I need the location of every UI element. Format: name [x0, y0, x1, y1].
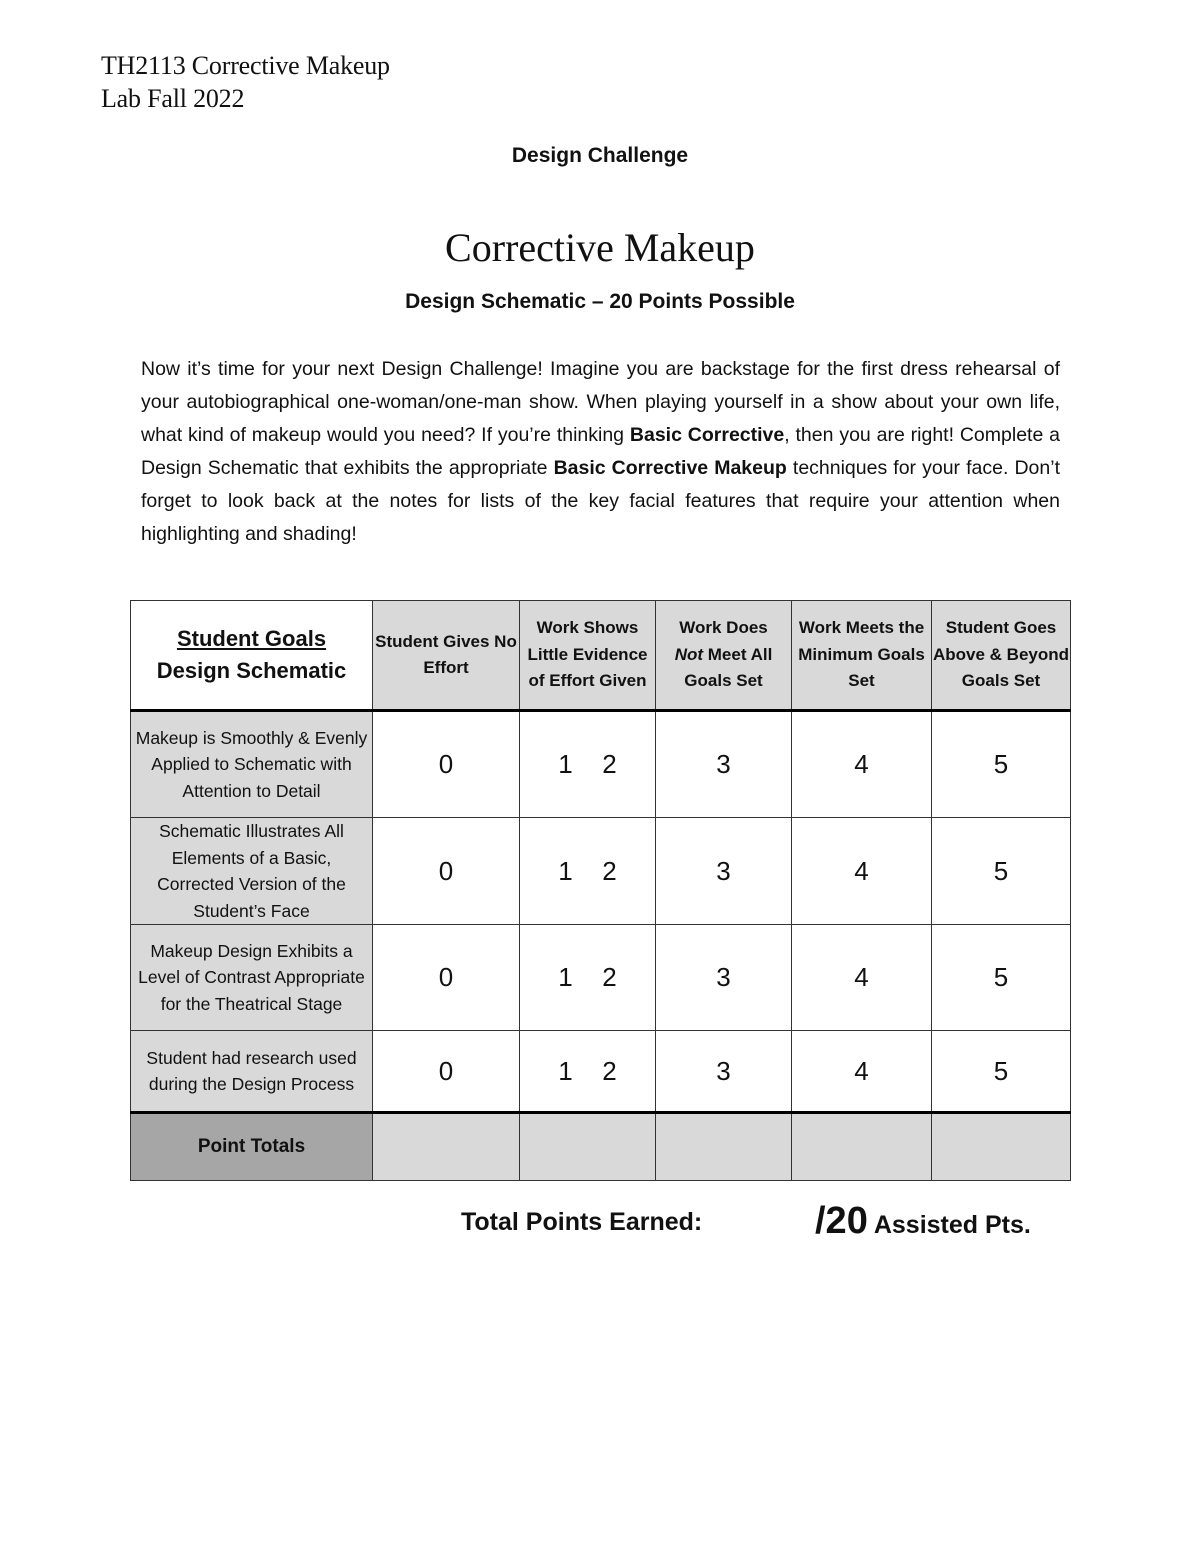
score-meets[interactable]: 4	[792, 1031, 932, 1113]
score-little-2[interactable]: 2	[602, 962, 617, 992]
score-none[interactable]: 0	[373, 1031, 520, 1113]
score-not-meet[interactable]: 3	[656, 711, 792, 818]
goals-header	[131, 601, 373, 711]
score-meets[interactable]: 4	[792, 711, 932, 818]
score-little-2[interactable]: 2	[602, 749, 617, 779]
score-little-1[interactable]: 1	[558, 749, 573, 779]
rubric-row	[131, 818, 1071, 925]
course-term: Lab Fall 2022	[101, 84, 245, 113]
score-none[interactable]: 0	[373, 925, 520, 1031]
rubric-row	[131, 925, 1071, 1031]
score-little-1[interactable]: 1	[558, 855, 573, 886]
criterion-label: Student had research used during the Design Process	[131, 1031, 373, 1113]
level3-post: Meet All Goals Set	[684, 644, 773, 691]
score-little-2[interactable]: 2	[602, 855, 617, 886]
level-header-little: Work Shows Little Evidence of Effort Given	[520, 601, 656, 711]
score-little	[520, 1031, 656, 1113]
level3-pre: Work Does	[679, 618, 768, 638]
rubric-row	[131, 1031, 1071, 1113]
score-little-1[interactable]: 1	[558, 962, 573, 992]
score-not-meet[interactable]: 3	[656, 818, 792, 925]
level-header-none: Student Gives No Effort	[373, 601, 520, 711]
page-title: Corrective Makeup	[445, 225, 755, 270]
total-cell-none[interactable]	[373, 1113, 520, 1181]
challenge-label: Design Challenge	[511, 144, 689, 167]
total-cell-little[interactable]	[520, 1113, 656, 1181]
total-cell-meets[interactable]	[792, 1113, 932, 1181]
intro-text-2: , then you are right! Complete a Design Schematic that exhibits the appropriate	[141, 424, 1060, 479]
intro-bold-2: Basic Corrective Makeup	[553, 457, 787, 479]
score-meets[interactable]: 4	[792, 818, 932, 925]
total-points-label: Total Points Earned:	[461, 1208, 703, 1236]
score-none[interactable]: 0	[373, 818, 520, 925]
course-code: TH2113 Corrective Makeup	[101, 51, 390, 80]
points-out-of: /20	[815, 1200, 868, 1242]
rubric-table	[130, 600, 1071, 1181]
intro-bold-1: Basic Corrective	[629, 424, 785, 446]
score-not-meet[interactable]: 3	[656, 1031, 792, 1113]
rubric-header-row	[131, 601, 1071, 711]
criterion-label: Schematic Illustrates All Elements of a Basic, Corrected Version of the Student’s Face	[131, 818, 373, 925]
intro-paragraph	[141, 353, 1060, 551]
score-beyond[interactable]: 5	[932, 1031, 1071, 1113]
level-header-meets: Work Meets the Minimum Goals Set	[792, 601, 932, 711]
level-header-not-meet	[656, 601, 792, 711]
score-little-2[interactable]: 2	[602, 1055, 617, 1086]
intro-text-1: Now it’s time for your next Design Challenge! Imagine you are backstage for the first dress rehearsal of your autobiographical one-woman/one-man show. When playing yourself in a show about your own life, what kind of makeup would you need? If you’re thinking	[141, 358, 1060, 446]
goals-title: Student Goals	[176, 626, 327, 651]
score-none[interactable]: 0	[373, 711, 520, 818]
score-little	[520, 818, 656, 925]
score-little	[520, 711, 656, 818]
criterion-label: Makeup Design Exhibits a Level of Contrast Appropriate for the Theatrical Stage	[131, 925, 373, 1031]
total-points-max	[815, 1200, 1031, 1243]
goals-subtitle: Design Schematic	[156, 658, 347, 683]
level3-em: Not	[674, 644, 704, 664]
score-beyond[interactable]: 5	[932, 925, 1071, 1031]
total-cell-beyond[interactable]	[932, 1113, 1071, 1181]
criterion-label: Makeup is Smoothly & Evenly Applied to Schematic with Attention to Detail	[131, 711, 373, 818]
score-little	[520, 925, 656, 1031]
score-meets[interactable]: 4	[792, 925, 932, 1031]
level-header-beyond: Student Goes Above & Beyond Goals Set	[932, 601, 1071, 711]
point-totals-label: Point Totals	[131, 1113, 373, 1181]
score-not-meet[interactable]: 3	[656, 925, 792, 1031]
total-cell-not-meet[interactable]	[656, 1113, 792, 1181]
rubric-row	[131, 711, 1071, 818]
totals-row	[131, 1113, 1071, 1181]
points-suffix: Assisted Pts.	[873, 1211, 1031, 1239]
intro-text-3: techniques for your face. Don’t forget to look back at the notes for lists of the key facial features that require your attention when highlighting and shading!	[141, 457, 1060, 545]
score-beyond[interactable]: 5	[932, 818, 1071, 925]
page-subtitle: Design Schematic – 20 Points Possible	[405, 290, 795, 313]
score-little-1[interactable]: 1	[558, 1055, 573, 1086]
score-beyond[interactable]: 5	[932, 711, 1071, 818]
